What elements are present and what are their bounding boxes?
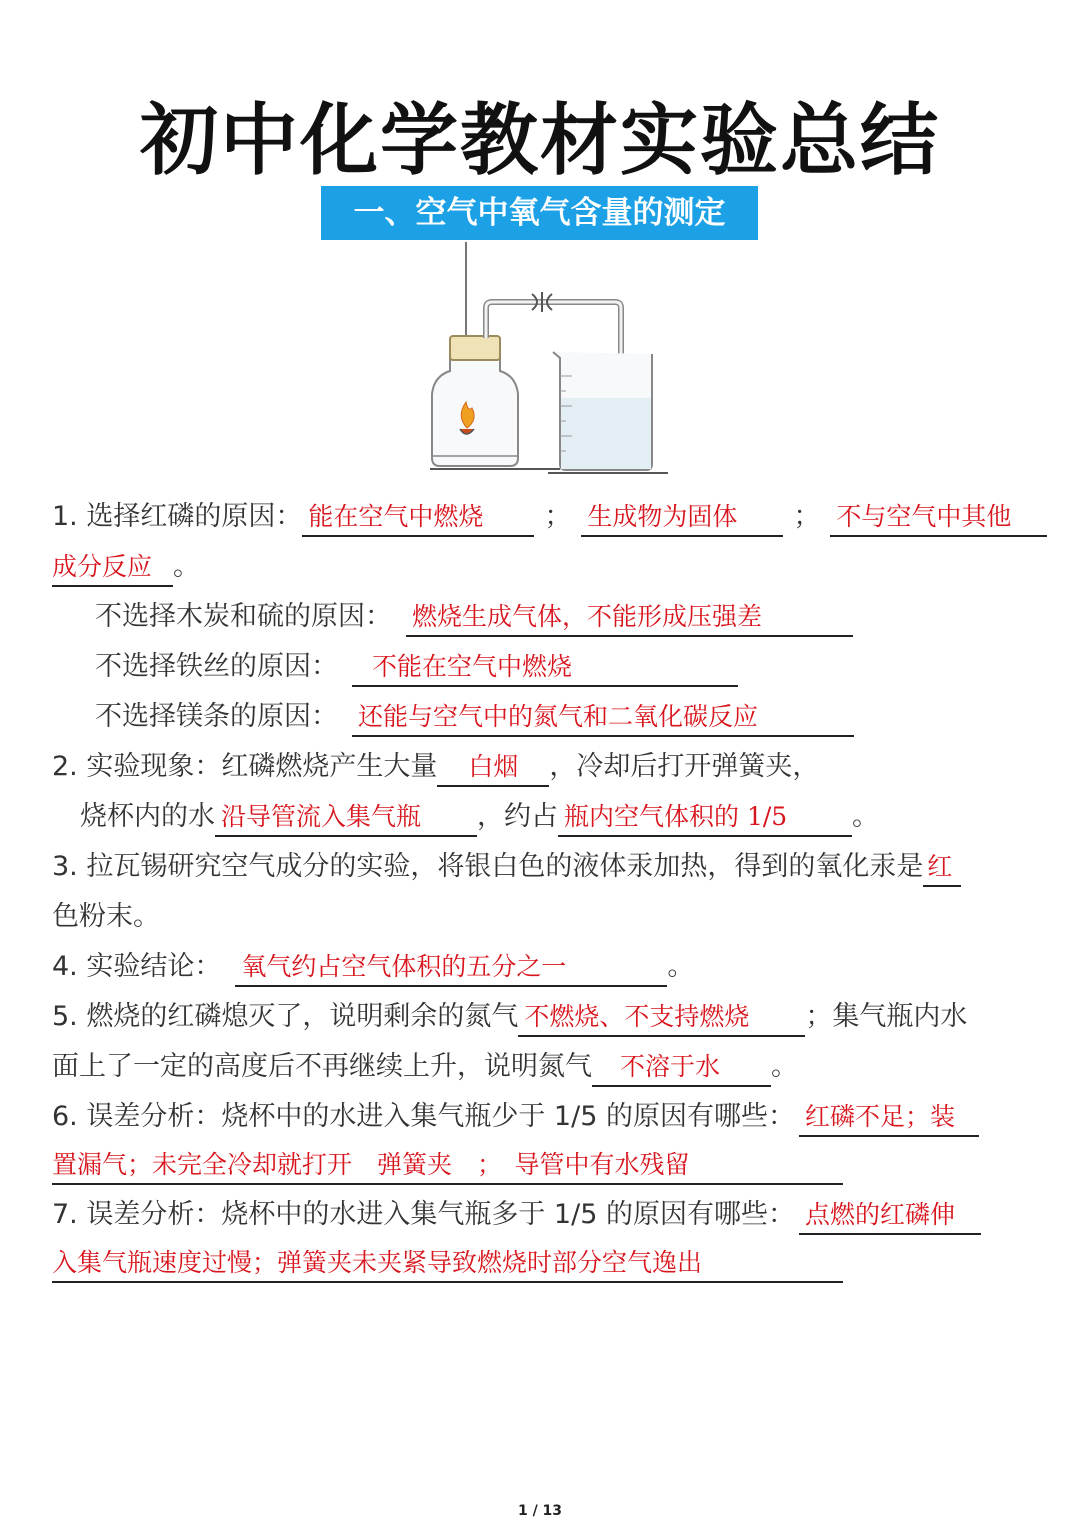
gas-collecting-bottle [432,344,518,466]
q5-answer-1: 不燃烧、不支持燃烧 [518,999,805,1037]
q1-sub3 [95,697,854,737]
q5-answer-2: 不溶于水 [592,1049,771,1087]
q7-line2 [52,1243,843,1283]
q2-line1 [52,747,819,787]
q2-mid: ，冷却后打开弹簧夹， [549,751,820,782]
q1-sub3-answer: 还能与空气中的氮气和二氧化碳反应 [352,699,854,737]
q7-line1 [52,1195,981,1235]
q5-label: 5. 燃烧的红磷熄灭了，说明剩余的氮气 [52,1001,519,1032]
page-title: 初中化学教材实验总结 [139,96,940,186]
q1-line2 [52,547,200,587]
q7-answer-2: 入集气瓶速度过慢；弹簧夹未夹紧导致燃烧时部分空气逸出 [52,1245,843,1283]
experiment-apparatus-figure [400,236,720,481]
q1-sub1-answer: 燃烧生成气体，不能形成压强差 [406,599,853,637]
q2-answer-2: 沿导管流入集气瓶 [215,799,477,837]
q3-answer-1: 红 [923,849,961,887]
q6-answer-2: 置漏气；未完全冷却就打开 弹簧夹 ； 导管中有水残留 [52,1147,843,1185]
q2-answer-1: 白烟 [437,749,549,787]
q1-sep2: ； [793,501,821,532]
q2-end: 。 [852,801,879,832]
q4-line [52,947,694,987]
q1-end: 。 [173,551,200,582]
q4-answer: 氧气约占空气体积的五分之一 [235,949,667,987]
q3-label: 3. 拉瓦锡研究空气成分的实验，将银白色的液体汞加热，得到的氧化汞是 [52,851,924,882]
q5-end: 。 [771,1051,798,1082]
q1-answer-3a: 不与空气中其他 [830,499,1047,537]
q1-sep1: ； [544,501,572,532]
q1-sub1-label: 不选择木炭和硫的原因： [95,601,392,632]
q5-line2-label: 面上了一定的高度后不再继续上升，说明氮气 [52,1051,592,1082]
q1-answer-3b: 成分反应 [52,549,173,587]
q1-sub2-label: 不选择铁丝的原因： [95,651,338,682]
q1-line1 [52,497,1047,537]
q2-line2 [80,797,879,837]
q2-line2-label: 烧杯内的水 [80,801,215,832]
q5-line2 [52,1047,798,1087]
q1-answer-2: 生成物为固体 [581,499,783,537]
q5-mid: ；集气瓶内水 [805,1001,968,1032]
q3-line1 [52,847,961,887]
q1-label: 1. 选择红磷的原因： [52,501,303,532]
stopper [450,336,500,360]
q3-line2: 色粉末。 [52,901,160,932]
q6-line1 [52,1097,979,1137]
q5-line1 [52,997,967,1037]
page-number: 1 / 13 [517,1503,563,1519]
q1-sub2 [95,647,738,687]
section-title: 一、空气中氧气含量的测定 [321,186,758,240]
q1-sub3-label: 不选择镁条的原因： [95,701,338,732]
q1-sub2-answer: 不能在空气中燃烧 [352,649,738,687]
q4-label: 4. 实验结论： [52,951,222,982]
q2-answer-3: 瓶内空气体积的 1/5 [558,799,852,837]
beaker-water [561,398,651,469]
q4-end: 。 [667,951,695,982]
q2-label: 2. 实验现象：红磷燃烧产生大量 [52,751,438,782]
q6-answer-1: 红磷不足；装 [799,1099,979,1137]
q1-answer-1: 能在空气中燃烧 [302,499,534,537]
q7-answer-1: 点燃的红磷伸 [799,1197,981,1235]
q1-sub1 [95,597,853,637]
q6-line2 [52,1145,843,1185]
q6-label: 6. 误差分析：烧杯中的水进入集气瓶少于 1/5 的原因有哪些： [52,1101,795,1132]
q2-mid2: ，约占 [477,801,558,832]
q7-label: 7. 误差分析：烧杯中的水进入集气瓶多于 1/5 的原因有哪些： [52,1199,795,1230]
